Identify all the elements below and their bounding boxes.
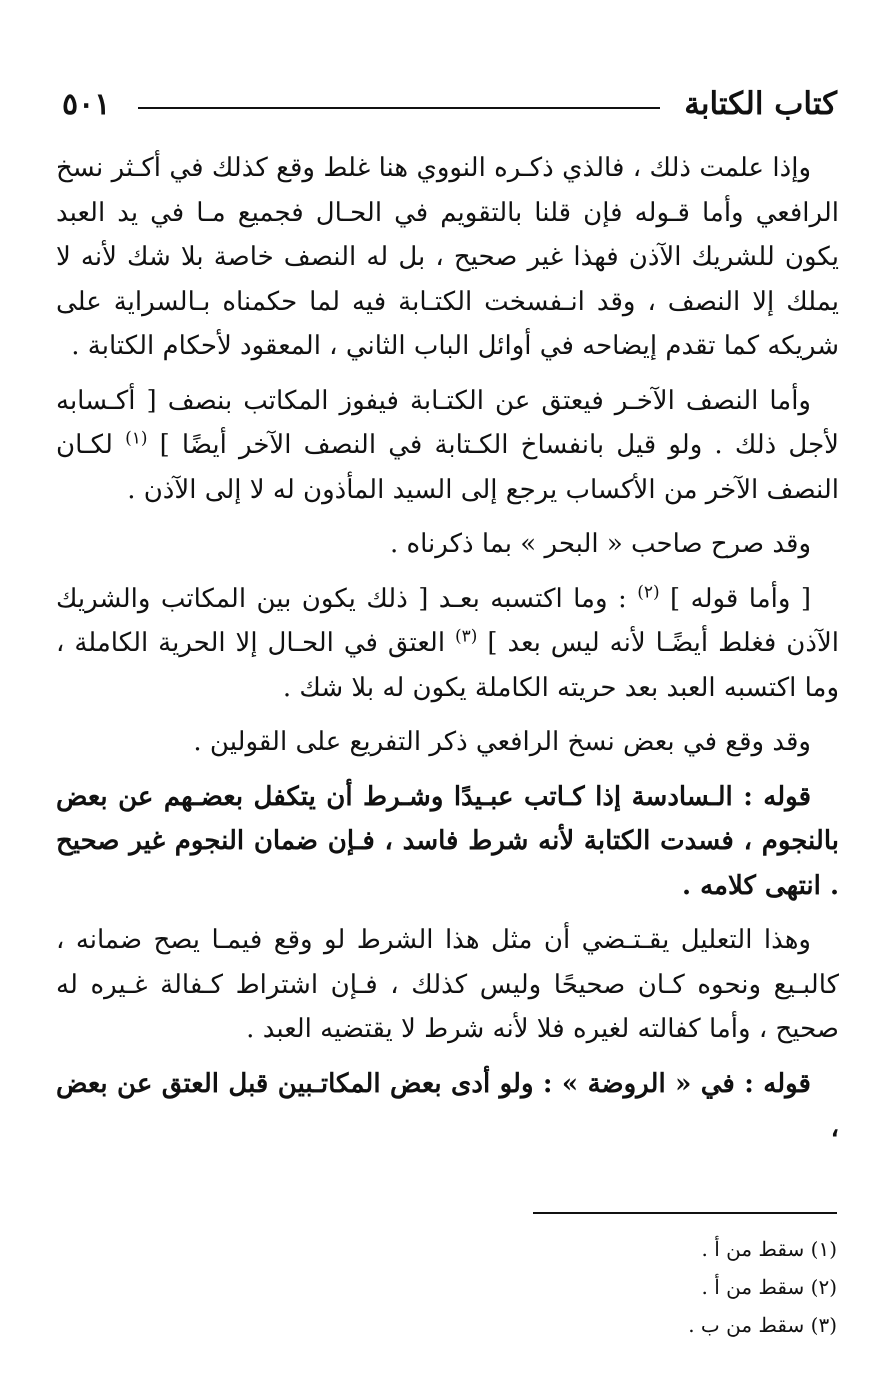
footnote-marker: (١) [125, 428, 148, 449]
footnote-marker: (٢) [637, 581, 660, 602]
text-segment: لكـان النصف الآخر من الأكساب يرجع إلى السيد المأذون له لا إلى الآذن . [56, 430, 839, 505]
footnote-separator [533, 1212, 837, 1214]
body-text [56, 146, 839, 1161]
footnotes [437, 1230, 837, 1344]
text-segment: العتق في الحـال إلا الحرية الكاملة ، وما اكتسبه العبد بعد حريته الكاملة يكون له بلا شك . [56, 628, 839, 703]
running-header [62, 78, 837, 130]
commentary-paragraph [56, 918, 839, 1052]
commentary-paragraph [56, 146, 839, 369]
text-segment: : وما اكتسبه بعـد [ ذلك يكون بين المكاتب والشريك الآذن فغلط أيضًـا لأنه ليس بعد ] [56, 583, 839, 658]
footnote-item: (١) سقط من أ . [701, 1237, 837, 1261]
text-segment: وقد وقع في بعض نسخ الرافعي ذكر التفريع على القولين . [193, 727, 811, 757]
quoted-passage-paragraph [56, 775, 839, 909]
footnote-item: (٢) سقط من أ . [701, 1275, 837, 1299]
text-segment: قوله : في « الروضة » : ولو أدى بعض المكاتـبين قبل العتق عن بعض ، [56, 1068, 839, 1143]
footnote-item: (٣) سقط من ب . [688, 1313, 837, 1337]
quoted-passage-paragraph [56, 1062, 839, 1151]
book-title: كتاب الكتابة [684, 86, 837, 122]
commentary-paragraph [56, 577, 839, 711]
commentary-paragraph [56, 720, 839, 765]
text-segment: [ وأما قوله ] [659, 583, 811, 614]
page-number: ٥٠١ [62, 86, 111, 122]
header-rule [138, 107, 660, 109]
text-segment: وإذا علمت ذلك ، فالذي ذكـره النووي هنا غلط وقع كذلك في أكـثر نسخ الرافعي وأما قـوله فإن قلنا بالتقويم في الحـال فجميع مـا في يد العبد يكون للشريك الآذن فهذا غير صحيح ، بل له النصف خاصة بلا شك لأنه لا يملك إلا النصف ، وقد انـفسخت الكتـابة فيه لما حكمناه بـالسراية على شريكه كما تقدم إيضاحه في أوائل الباب الثاني ، المعقود لأحكام الكتابة . [56, 153, 840, 361]
text-segment: قوله : الـسادسة إذا كـاتب عبـيدًا وشـرط أن يتكفل بعضـهم عن بعض بالنجوم ، فسدت الكتابة لأنه شرط فاسد ، فـإن ضمان النجوم غير صحيح . انتهى كلامه . [56, 781, 839, 901]
footnote-marker: (٣) [455, 626, 478, 647]
commentary-paragraph [56, 379, 839, 513]
text-segment: وهذا التعليل يقـتـضي أن مثل هذا الشرط لو وقع فيمـا يصح ضمانه ، كالبـيع ونحوه كـان صحيحًا وليس كذلك ، فـإن اشتراط كـفالة غـيره له صحيح ، وأما كفالته لغيره فلا لأنه شرط لا يقتضيه العبد . [56, 925, 839, 1044]
text-segment: وأما النصف الآخـر فيعتق عن الكتـابة فيفوز المكاتب بنصف [ أكـسابه لأجل ذلك . ولو قيل بانفساخ الكـتابة في النصف الآخر أيضًا ] [56, 385, 839, 460]
commentary-paragraph [56, 522, 839, 567]
text-segment: وقد صرح صاحب « البحر » بما ذكرناه . [389, 529, 811, 559]
